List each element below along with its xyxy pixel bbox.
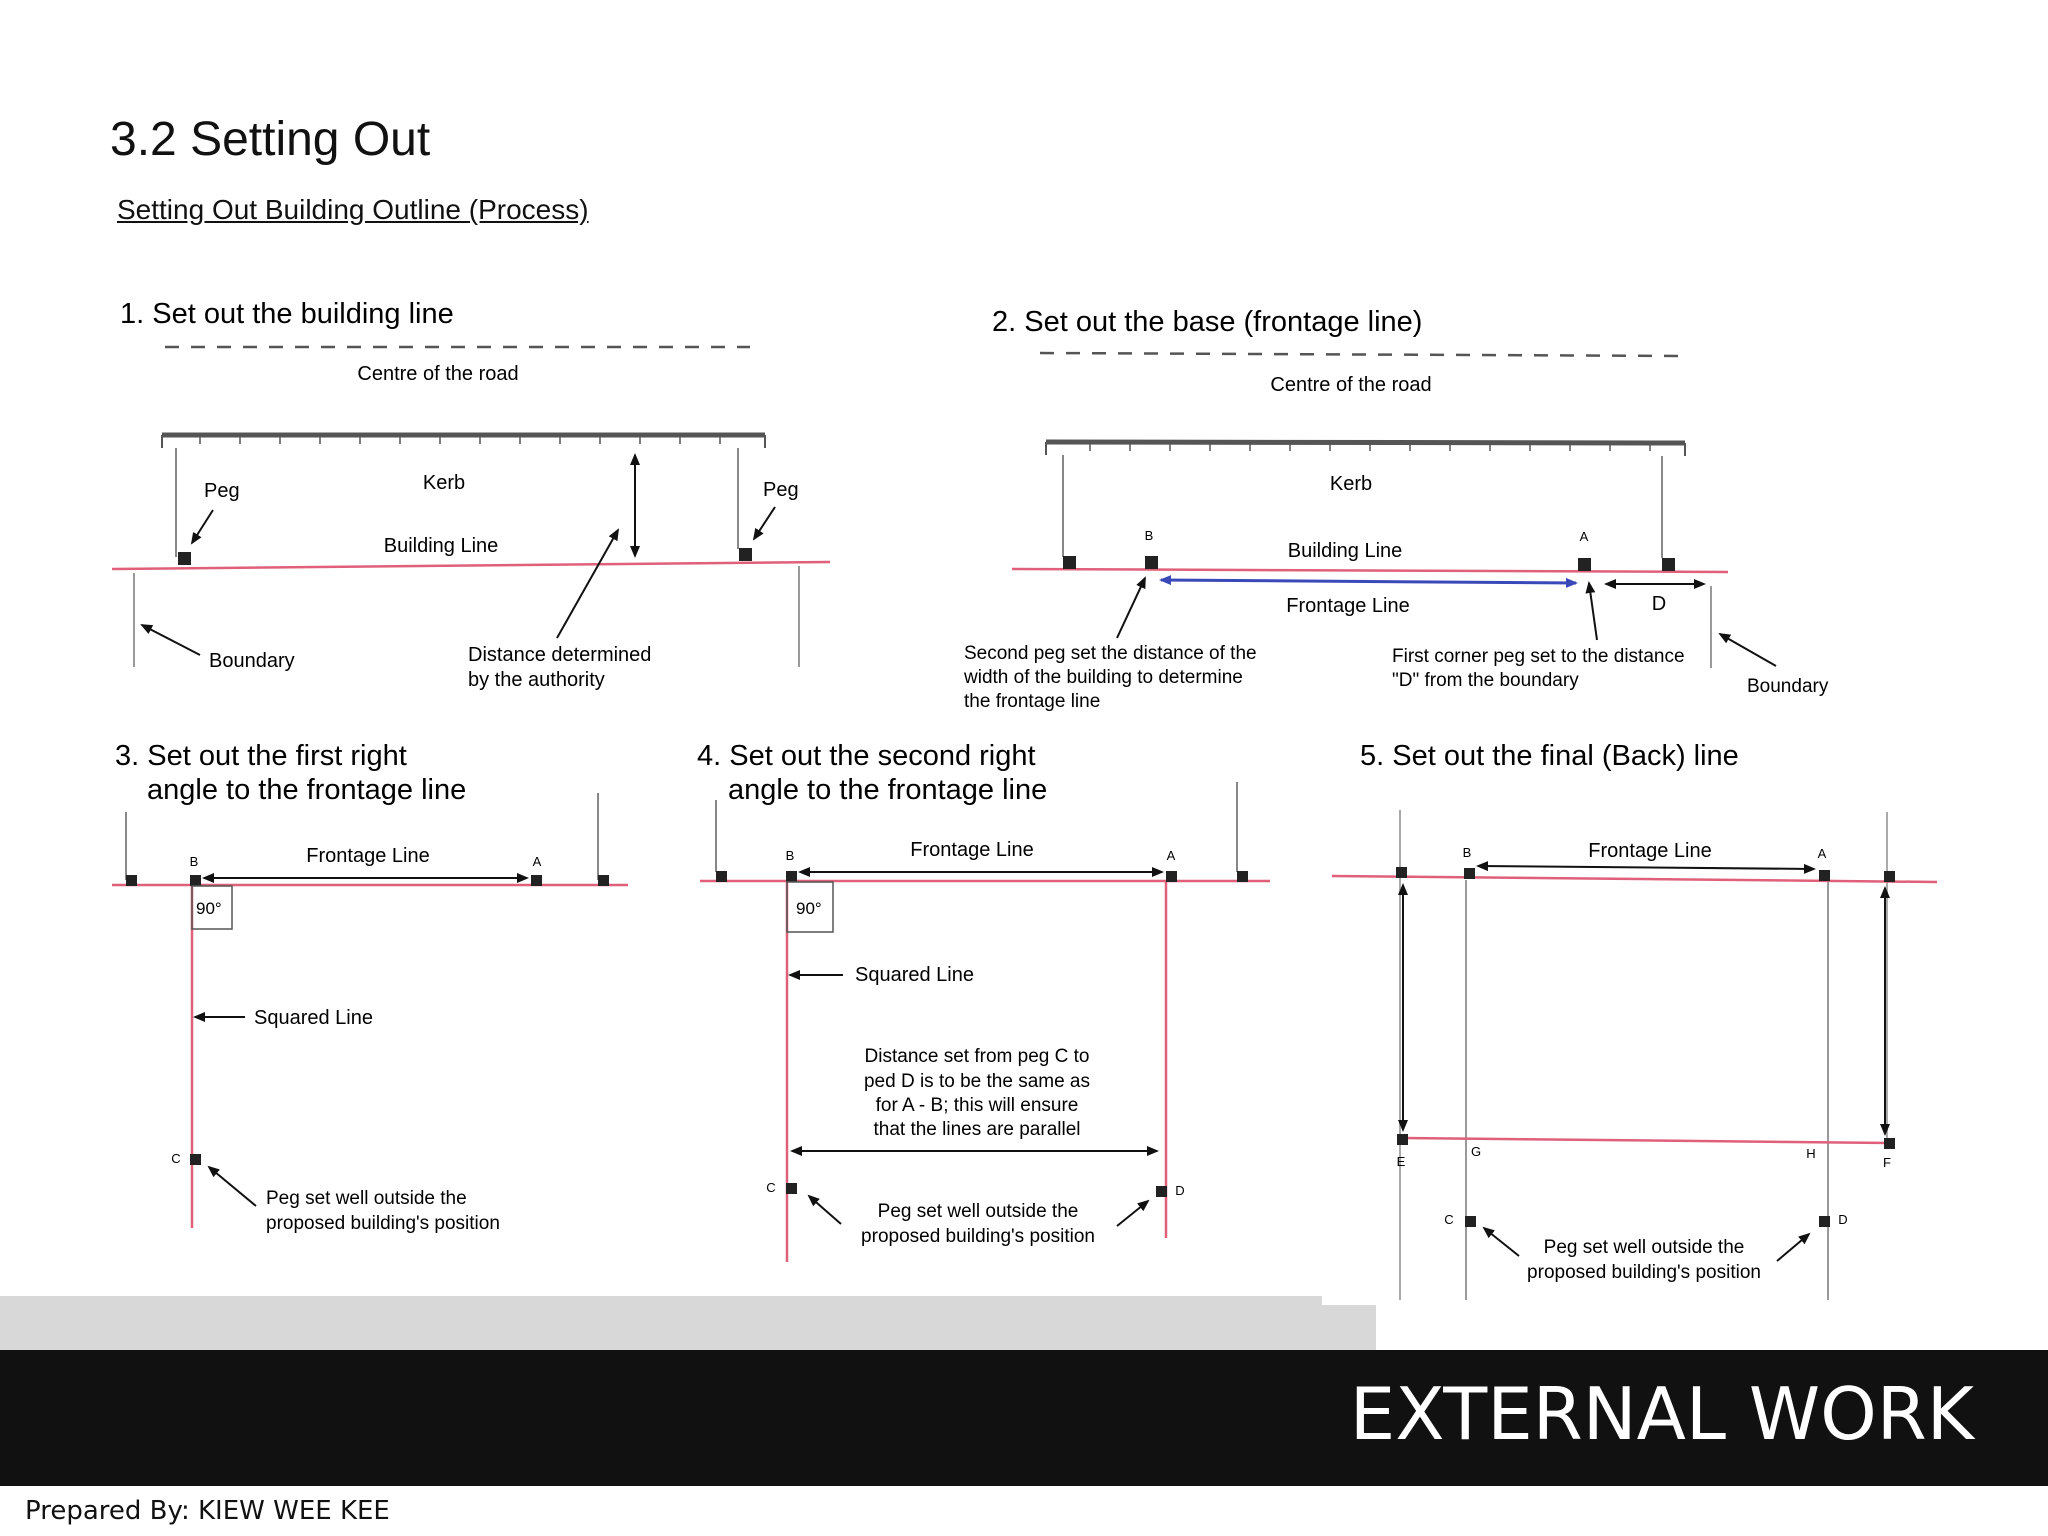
letter-h-5: H bbox=[1806, 1146, 1816, 1161]
left-peg bbox=[178, 552, 191, 565]
peg-a-3 bbox=[531, 875, 542, 886]
building-line-5 bbox=[1332, 876, 1937, 882]
kerb-line-2 bbox=[1046, 442, 1685, 456]
frontage-line-blue bbox=[1161, 580, 1576, 583]
step4-diagram bbox=[697, 740, 1270, 1262]
frontage-line-label-3: Frontage Line bbox=[306, 845, 430, 867]
author-credit: Prepared By: KIEW WEE KEE bbox=[25, 1496, 390, 1526]
peg-a-2 bbox=[1578, 558, 1591, 571]
step1-title: 1. Set out the building line bbox=[120, 298, 454, 330]
peg-outside-arrow-4r bbox=[1117, 1201, 1148, 1226]
second-peg-note-3: the frontage line bbox=[964, 691, 1101, 712]
peg-2d bbox=[1662, 558, 1675, 571]
peg-outside-note-5-1: Peg set well outside the bbox=[1543, 1237, 1745, 1258]
peg-outside-note-3-2: proposed building's position bbox=[266, 1213, 500, 1234]
letter-g-5: G bbox=[1470, 1144, 1482, 1159]
peg-c-3 bbox=[190, 1154, 201, 1165]
peg-outside-note-5-2: proposed building's position bbox=[1527, 1262, 1761, 1283]
peg-d-4 bbox=[1156, 1186, 1167, 1197]
letter-a-3: A bbox=[532, 854, 542, 869]
letter-f-5: F bbox=[1883, 1155, 1891, 1170]
step1-diagram bbox=[112, 298, 830, 691]
frontage-line-label-4: Frontage Line bbox=[910, 839, 1034, 861]
letter-a-2: A bbox=[1579, 529, 1589, 544]
boundary-label-2: Boundary bbox=[1747, 676, 1829, 697]
angle-label-4: 90° bbox=[796, 899, 822, 918]
peg-e bbox=[1397, 1134, 1408, 1145]
peg-b-3 bbox=[190, 875, 201, 886]
squared-line-label-3: Squared Line bbox=[254, 1007, 373, 1029]
dist-cd-note-2: ped D is to be the same as bbox=[863, 1071, 1091, 1092]
letter-d-5: D bbox=[1838, 1212, 1848, 1227]
frontage-line-label-5: Frontage Line bbox=[1588, 840, 1712, 862]
second-peg-note-2: width of the building to determine bbox=[964, 667, 1243, 688]
road-centre-line-2 bbox=[1040, 353, 1688, 356]
letter-c-5: C bbox=[1444, 1212, 1454, 1227]
back-line bbox=[1402, 1138, 1890, 1143]
peg-label-right: Peg bbox=[763, 479, 799, 501]
peg-5a bbox=[1396, 867, 1407, 878]
page-title: 3.2 Setting Out bbox=[110, 113, 431, 166]
letter-b-3: B bbox=[189, 854, 199, 869]
letter-a-5: A bbox=[1817, 846, 1827, 861]
peg-c-5 bbox=[1465, 1216, 1476, 1227]
grey-band-step bbox=[1322, 1305, 1376, 1350]
step2-title: 2. Set out the base (frontage line) bbox=[992, 306, 1423, 338]
step3-diagram bbox=[112, 740, 628, 1234]
step5-diagram bbox=[1332, 740, 1937, 1300]
letter-c-4: C bbox=[766, 1180, 776, 1195]
peg-3d bbox=[598, 875, 609, 886]
squared-line-label-4: Squared Line bbox=[855, 964, 974, 986]
boundary-arrow-2 bbox=[1720, 634, 1776, 666]
peg-a-5 bbox=[1819, 870, 1830, 881]
kerb-label: Kerb bbox=[422, 472, 466, 494]
second-peg-arrow bbox=[1117, 578, 1145, 638]
peg-label-left: Peg bbox=[204, 480, 240, 502]
second-peg-note-1: Second peg set the distance of the bbox=[964, 643, 1257, 664]
dist-cd-note-1: Distance set from peg C to bbox=[864, 1046, 1090, 1067]
letter-b-2: B bbox=[1144, 528, 1154, 543]
peg-arrow-right bbox=[754, 507, 775, 539]
distance-note-2: by the authority bbox=[468, 669, 605, 691]
building-line-label: Building Line bbox=[383, 535, 499, 557]
boundary-label: Boundary bbox=[209, 650, 295, 672]
first-corner-note-1: First corner peg set to the distance bbox=[1392, 646, 1685, 667]
grey-band bbox=[0, 1296, 1322, 1350]
letter-c-3: C bbox=[171, 1151, 181, 1166]
distance-note-1: Distance determined bbox=[468, 644, 652, 666]
first-corner-arrow bbox=[1589, 583, 1597, 640]
dist-cd-note-4: that the lines are parallel bbox=[873, 1119, 1081, 1140]
step4-title-2: angle to the frontage line bbox=[728, 774, 1048, 806]
peg-b-2 bbox=[1145, 556, 1158, 569]
peg-outside-arrow-5l bbox=[1484, 1228, 1519, 1256]
first-corner-note-2: "D" from the boundary bbox=[1392, 670, 1579, 691]
peg-arrow-left bbox=[192, 510, 213, 543]
page-subtitle: Setting Out Building Outline (Process) bbox=[117, 194, 589, 225]
banner-title: EXTERNAL WORK bbox=[1349, 1372, 1974, 1456]
letter-b-4: B bbox=[785, 848, 795, 863]
building-line bbox=[112, 562, 830, 569]
frontage-line-label-2: Frontage Line bbox=[1286, 595, 1410, 617]
angle-label-3: 90° bbox=[196, 899, 222, 918]
peg-b-4 bbox=[786, 871, 797, 882]
frontage-arrow-5 bbox=[1478, 866, 1814, 869]
peg-a-4 bbox=[1166, 871, 1177, 882]
step3-title-1: 3. Set out the first right bbox=[115, 740, 407, 772]
right-peg bbox=[739, 548, 752, 561]
step5-title: 5. Set out the final (Back) line bbox=[1360, 740, 1739, 772]
peg-d-5 bbox=[1819, 1216, 1830, 1227]
building-line-2 bbox=[1012, 569, 1728, 572]
kerb-line bbox=[162, 435, 765, 448]
centre-road-label-2: Centre of the road bbox=[1270, 374, 1432, 396]
letter-a-4: A bbox=[1166, 848, 1176, 863]
kerb-label-2: Kerb bbox=[1329, 473, 1373, 495]
peg-4a bbox=[716, 871, 727, 882]
peg-outside-arrow-4l bbox=[809, 1196, 841, 1224]
letter-d-4: D bbox=[1175, 1183, 1185, 1198]
peg-outside-note-4-1: Peg set well outside the bbox=[877, 1201, 1079, 1222]
distance-pointer bbox=[557, 530, 618, 638]
peg-outside-arrow-3 bbox=[209, 1167, 256, 1206]
peg-outside-arrow-5r bbox=[1777, 1234, 1809, 1261]
peg-c-4 bbox=[786, 1183, 797, 1194]
letter-b-5: B bbox=[1462, 845, 1472, 860]
peg-2a bbox=[1063, 556, 1076, 569]
peg-f bbox=[1884, 1138, 1895, 1149]
letter-e-5: E bbox=[1396, 1154, 1406, 1169]
step3-title-2: angle to the frontage line bbox=[147, 774, 467, 806]
peg-b-5 bbox=[1464, 868, 1475, 879]
step2-diagram bbox=[963, 306, 1829, 712]
dist-cd-note-3: for A - B; this will ensure bbox=[875, 1095, 1079, 1116]
peg-outside-note-4-2: proposed building's position bbox=[861, 1226, 1095, 1247]
peg-4d bbox=[1237, 871, 1248, 882]
step4-title-1: 4. Set out the second right bbox=[697, 740, 1036, 772]
building-line-label-2: Building Line bbox=[1287, 540, 1403, 562]
peg-5d bbox=[1884, 871, 1895, 882]
centre-road-label: Centre of the road bbox=[357, 363, 519, 385]
d-label: D bbox=[1651, 593, 1667, 615]
boundary-arrow bbox=[142, 625, 200, 655]
peg-outside-note-3-1: Peg set well outside the bbox=[266, 1188, 467, 1209]
peg-3a bbox=[126, 875, 137, 886]
